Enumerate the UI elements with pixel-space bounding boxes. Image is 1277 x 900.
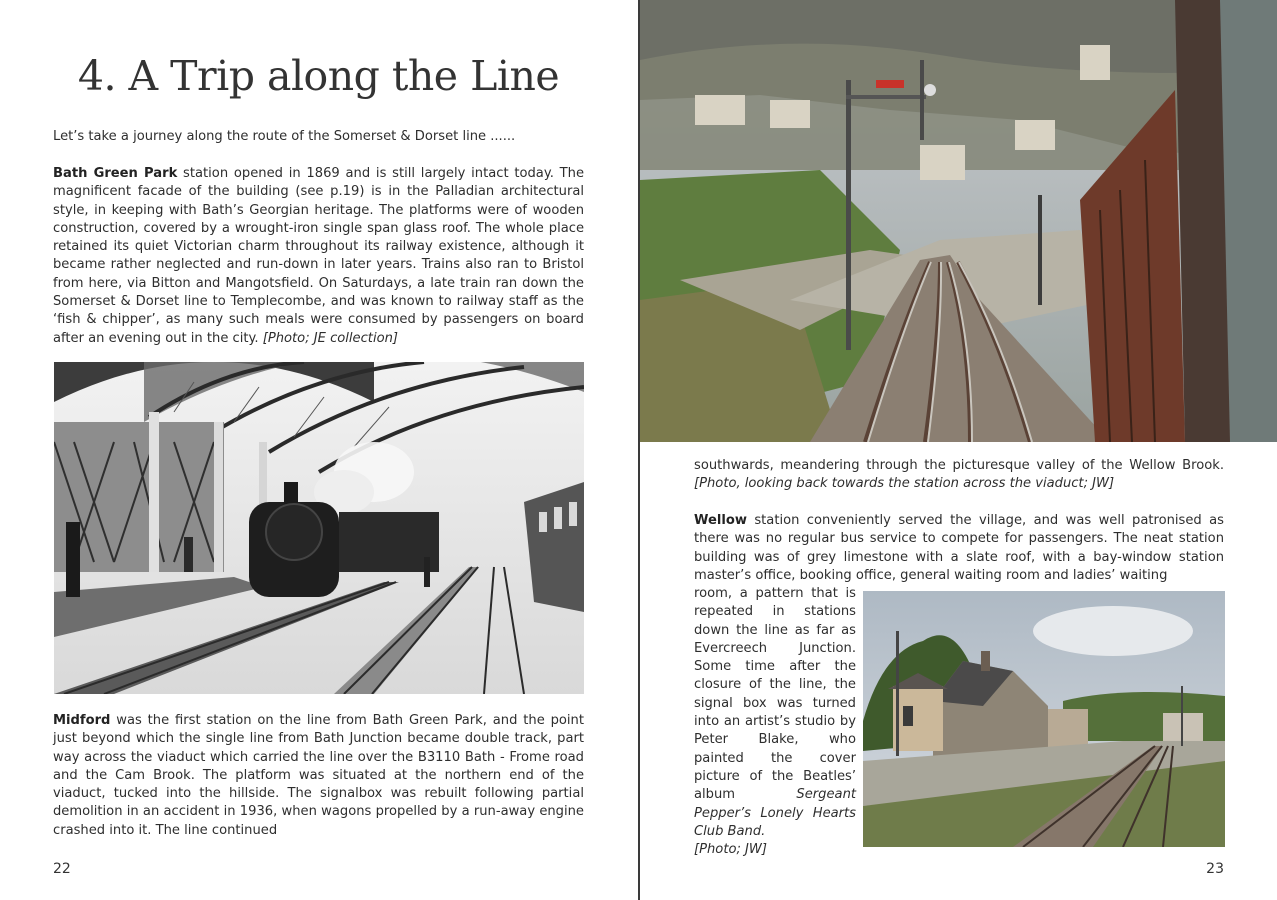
intro-text: Let’s take a journey along the route of the Somerset & Dorset line ...... xyxy=(53,129,516,144)
station-name-midford: Midford xyxy=(53,713,111,728)
station-name-bath: Bath Green Park xyxy=(53,166,178,181)
intro-paragraph xyxy=(53,128,584,146)
wellow-paragraph xyxy=(694,512,1224,585)
bath-body-text: station opened in 1869 and is still largely intact today. The magnificent facade of the building (see p.19) is in the Palladian architectural style, in keeping with Bath’s Georgian heritage. The platforms were of wooden construction, covered by a wrought-iron single span glass roof. The whole place retained its quiet Victorian charm throughout its railway existence, although it became rather neglected and run-down in later years. Trains also ran to Bristol from here, via Bitton and Mangotsfield. On Saturdays, a late train ran down the Somerset & Dorset line to Templecombe, and was known to railway staff as the ‘fish & chipper’, as many such meals were consumed by passengers on board after an evening out in the city. xyxy=(53,166,585,346)
station-name-wellow: Wellow xyxy=(694,513,747,528)
bath-green-park-paragraph xyxy=(53,165,584,348)
southwards-paragraph xyxy=(694,457,1224,494)
bath-photo-credit: [Photo; JE collection] xyxy=(262,330,398,346)
left-page xyxy=(0,0,638,900)
bath-green-park-photo xyxy=(54,362,584,694)
wellow-photo-credit: [Photo; JW] xyxy=(694,842,767,858)
southwards-text: southwards, meandering through the picturesque valley of the Wellow Brook. xyxy=(694,458,1224,473)
wellow-side-paragraph xyxy=(694,585,856,859)
wellow-side-text: room, a pattern that is repeated in stations down the line as far as Evercreech Junction. Some time after the closure of the line, the signal box was turned into an artist’s studio by Peter Blake, who painted the cover picture of the Beatles’ album xyxy=(694,586,856,803)
viaduct-photo-credit: [Photo, looking back towards the station across the viaduct; JW] xyxy=(694,476,1115,492)
wellow-station-photo xyxy=(863,591,1225,847)
album-title: Sergeant Pepper’s Lonely Hearts Club Band xyxy=(694,787,856,839)
page-number-left: 22 xyxy=(53,861,71,877)
wellow-body-text: station conveniently served the village, and was well patronised as there was no regular bus service to compete for passengers. The neat station building was of grey limestone with a slate roof, with a bay-window station master’s office, booking office, general waiting room and ladies’ waiting xyxy=(694,513,1224,583)
viaduct-photo xyxy=(640,0,1277,442)
album-title-end: . xyxy=(761,823,766,839)
page-number-right: 23 xyxy=(1206,861,1224,877)
right-page xyxy=(640,0,1277,900)
chapter-title: 4. A Trip along the Line xyxy=(77,52,560,100)
midford-body-text: was the first station on the line from Bath Green Park, and the point just beyond which the single line from Bath Junction became double track, part way across the viaduct which carried the line over the B3110 Bath - Frome road and the Cam Brook. The platform was situated at the northern end of the viaduct, tucked into the hillside. The signalbox was rebuilt following partial demolition in an accident in 1936, when wagons propelled by a run-away engine crashed into it. The line continued xyxy=(53,713,584,838)
midford-paragraph xyxy=(53,712,584,840)
